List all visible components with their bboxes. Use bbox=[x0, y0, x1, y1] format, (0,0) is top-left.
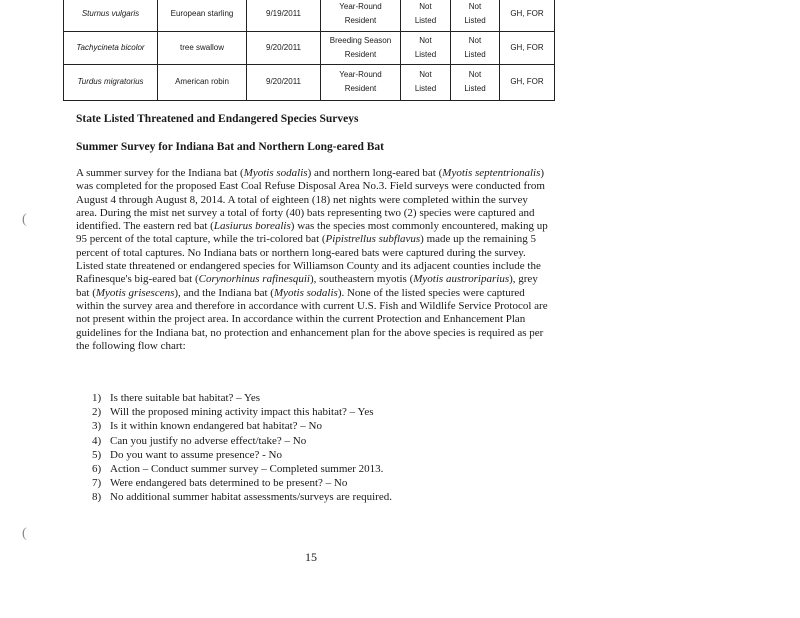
paragraph-run: ) made up the remaining 5 percent of total captures. No Indiana bats or northern long-eared bats were captured during the survey. Listed state threatened or endangered species for Williamson County and its adjacent counties include the Rafinesque's big-eared bat ( bbox=[76, 233, 541, 286]
flow-chart-item bbox=[92, 448, 392, 462]
flow-chart-number: 5) bbox=[92, 448, 102, 461]
flow-chart-item bbox=[92, 405, 392, 419]
subsection-heading: Summer Survey for Indiana Bat and Northern Long-eared Bat bbox=[76, 141, 384, 153]
cell-date: 9/19/2011 bbox=[247, 0, 321, 31]
cell-federal-status: Not Listed bbox=[401, 64, 451, 100]
species-name: Myotis sodalis bbox=[273, 286, 338, 299]
flow-chart-number: 4) bbox=[92, 434, 102, 447]
cell-source: GH, FOR bbox=[510, 8, 544, 18]
cell-date: 9/20/2011 bbox=[247, 31, 321, 64]
flow-chart-text: Is it within known endangered bat habitat? – No bbox=[110, 420, 323, 433]
species-name: Lasiurus borealis bbox=[213, 220, 291, 233]
paragraph-run: ) and northern long-eared bat ( bbox=[307, 167, 443, 179]
cell-state-status: Not Listed bbox=[451, 31, 500, 64]
paragraph-run: A summer survey for the Indiana bat ( bbox=[76, 167, 244, 179]
flow-chart-text: Can you justify no adverse effect/take? – No bbox=[110, 434, 307, 447]
cell-status: Breeding Season Resident bbox=[321, 31, 401, 64]
species-name: Pipistrellus subflavus bbox=[325, 233, 421, 246]
flow-chart-item bbox=[92, 462, 392, 476]
paragraph-run: ), grey bat ( bbox=[76, 273, 538, 299]
page-number: 15 bbox=[305, 550, 317, 564]
species-name: Corynorhinus rafinesquii bbox=[198, 273, 310, 286]
paragraph-run: ), southeastern myotis ( bbox=[309, 273, 414, 286]
species-name: Myotis sodalis bbox=[243, 167, 308, 179]
flow-chart-item bbox=[92, 476, 392, 490]
cell-status: Year-Round Resident bbox=[321, 0, 401, 31]
flow-chart-item bbox=[92, 434, 392, 448]
paragraph-run: ), and the Indiana bat ( bbox=[174, 286, 274, 299]
flow-chart-item bbox=[92, 391, 392, 405]
paragraph-run: ) was completed for the proposed East Coal Refuse Disposal Area No.3. Field surveys were conducted from August 4 through August 8, 2014. A total of eighteen (18) net nights were completed within the survey area. During the mist net survey a total of forty (40) bats representing two (2) species were captured and identified. The eastern red bat ( bbox=[76, 167, 545, 233]
flow-chart-list bbox=[92, 391, 392, 505]
flow-chart-number: 6) bbox=[92, 463, 102, 476]
flow-chart-item bbox=[92, 419, 392, 433]
cell-scientific-name: Tachycineta bicolor bbox=[64, 31, 158, 64]
cell-status: Year-Round Resident bbox=[321, 64, 401, 100]
flow-chart-number: 1) bbox=[92, 392, 102, 404]
species-name: Myotis grisescens bbox=[95, 286, 175, 299]
cell-common-name: tree swallow bbox=[158, 31, 247, 64]
cell-scientific-name: Turdus migratorius bbox=[64, 64, 158, 100]
cell-common-name: European starling bbox=[158, 0, 247, 31]
flow-chart-text: Will the proposed mining activity impact this habitat? – Yes bbox=[110, 406, 374, 419]
cell-state-status: Not Listed bbox=[451, 0, 500, 31]
flow-chart-text: Action – Conduct summer survey – Completed summer 2013. bbox=[110, 463, 384, 476]
cell-state-status: Not Listed bbox=[451, 64, 500, 100]
cell-source: GH, FOR bbox=[510, 77, 544, 86]
paragraph-run: ). None of the listed species were captured within the survey area and therefore in accordance with current U.S. Fish and Wildlife Service Protocol are not present within the project area. In accordance within the current Protection and Enhancement Plan guidelines for the Indiana bat, no protection and enhancement plan for the above species is required as per the following flow chart: bbox=[76, 286, 548, 352]
table-row bbox=[64, 0, 554, 32]
paragraph-text bbox=[76, 167, 548, 353]
species-name: Myotis septentrionalis bbox=[442, 167, 541, 179]
flow-chart-text: No additional summer habitat assessments/surveys are required. bbox=[110, 491, 392, 504]
cell-date: 9/20/2011 bbox=[247, 64, 321, 100]
flow-chart-number: 2) bbox=[92, 406, 102, 419]
flow-chart-text: Do you want to assume presence? - No bbox=[110, 448, 282, 461]
paragraph-run: ) was the species most commonly encountered, making up 95 percent of the total capture, while the tri-colored bat ( bbox=[76, 220, 548, 246]
margin-mark: ( bbox=[22, 212, 27, 227]
flow-chart-number: 3) bbox=[92, 420, 102, 433]
margin-mark: ( bbox=[22, 526, 27, 541]
section-heading: State Listed Threatened and Endangered Species Surveys bbox=[76, 113, 359, 125]
table-row bbox=[64, 31, 554, 65]
flow-chart-text: Is there suitable bat habitat? – Yes bbox=[110, 392, 260, 404]
table-row bbox=[64, 64, 554, 101]
flow-chart-text: Were endangered bats determined to be present? – No bbox=[110, 477, 348, 490]
cell-source: GH, FOR bbox=[510, 42, 544, 52]
cell-scientific-name: Sturnus vulgaris bbox=[64, 0, 158, 31]
survey-paragraph bbox=[76, 167, 548, 353]
cell-federal-status: Not Listed bbox=[401, 31, 451, 64]
cell-federal-status: Not Listed bbox=[401, 0, 451, 31]
cell-common-name: American robin bbox=[158, 64, 247, 100]
flow-chart-item bbox=[92, 490, 392, 504]
species-name: Myotis austroriparius bbox=[413, 273, 510, 286]
flow-chart-number: 7) bbox=[92, 477, 102, 490]
species-table bbox=[63, 0, 555, 101]
flow-chart-number: 8) bbox=[92, 491, 102, 504]
